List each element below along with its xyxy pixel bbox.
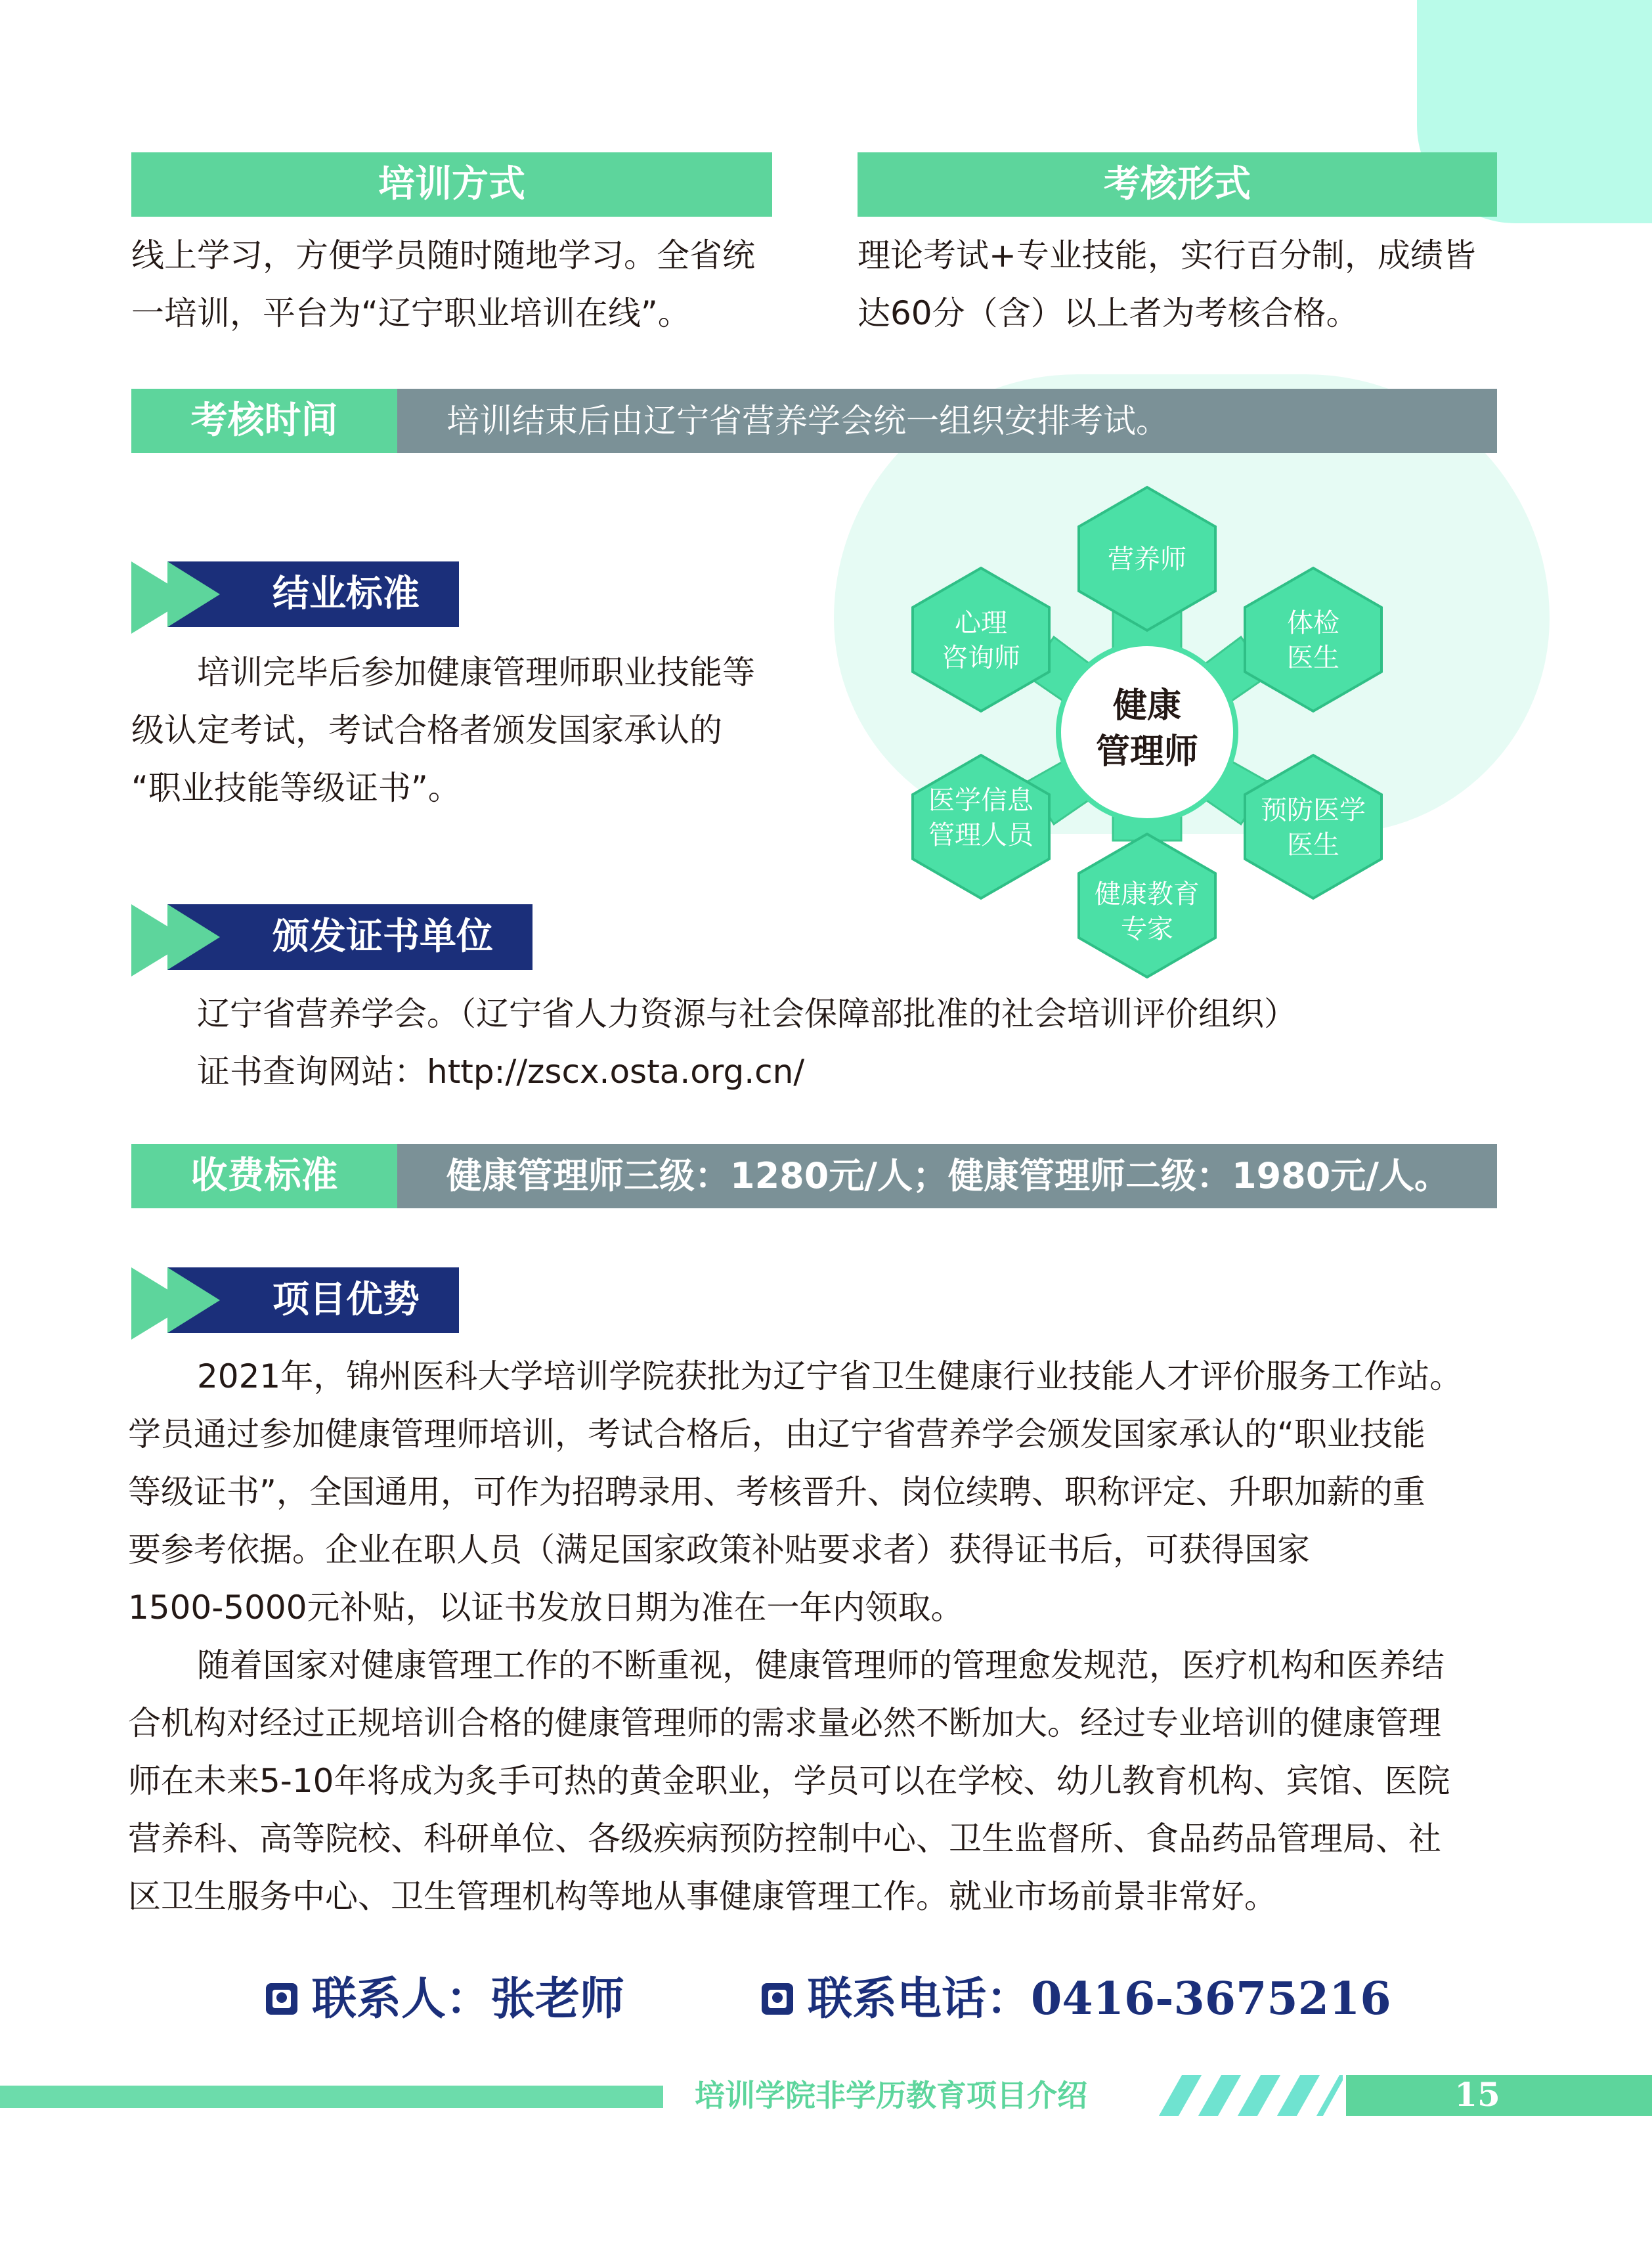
text-line: “职业技能等级证书”。 bbox=[131, 769, 461, 807]
hex-physical-exam-doctor bbox=[1245, 568, 1381, 711]
hex-label: 管理人员 bbox=[928, 820, 1033, 850]
advantages-text bbox=[128, 1348, 1500, 1925]
center-label-line2: 管理师 bbox=[1095, 732, 1199, 772]
issuer-heading bbox=[131, 904, 538, 970]
hex-label: 医学信息 bbox=[928, 785, 1033, 816]
footer-stripes bbox=[1146, 2075, 1343, 2116]
text-line: 随着国家对健康管理工作的不断重视，健康管理师的管理愈发规范，医疗机构和医养结 bbox=[197, 1646, 1445, 1684]
footer-bar bbox=[0, 2086, 663, 2108]
center-label-line1: 健康 bbox=[1112, 686, 1182, 726]
hex-label: 体检 bbox=[1287, 608, 1339, 638]
hex-label: 心理 bbox=[955, 608, 1007, 638]
assessment-form-heading: 考核形式 bbox=[858, 152, 1497, 217]
text-line: 师在未来5-10年将成为炙手可热的黄金职业，学员可以在学校、幼儿教育机构、宾馆、医院 bbox=[128, 1762, 1450, 1800]
footer-title: 培训学院非学历教育项目介绍 bbox=[695, 2078, 1087, 2113]
fees-text: 健康管理师三级：1280元/人；健康管理师二级：1980元/人。 bbox=[446, 1155, 1450, 1196]
completion-standard-text bbox=[131, 644, 827, 817]
exam-time-label: 考核时间 bbox=[131, 389, 397, 453]
contact-phone-text: 联系电话：0416-3675216 bbox=[808, 1973, 1391, 2025]
text-line: 理论考试+专业技能，实行百分制，成绩皆 bbox=[858, 236, 1476, 274]
text-line: 区卫生服务中心、卫生管理机构等地从事健康管理工作。就业市场前景非常好。 bbox=[128, 1877, 1277, 1916]
contact-person bbox=[266, 1963, 624, 2027]
text-line: 要参考依据。企业在职人员（满足国家政策补贴要求者）获得证书后，可获得国家 bbox=[128, 1531, 1310, 1569]
text-line: 达60分（含）以上者为考核合格。 bbox=[858, 294, 1359, 332]
hex-preventive-medicine-doctor bbox=[1245, 755, 1381, 898]
text-line: 等级证书”，全国通用，可作为招聘录用、考核晋升、岗位续聘、职称评定、升职加薪的重 bbox=[128, 1473, 1425, 1511]
person-icon bbox=[266, 1983, 297, 2015]
text-line: 辽宁省营养学会。（辽宁省人力资源与社会保障部批准的社会培训评价组织） bbox=[197, 995, 1297, 1033]
text-line: 级认定考试，考试合格者颁发国家承认的 bbox=[131, 711, 722, 749]
page-number: 15 bbox=[1454, 2075, 1500, 2114]
exam-time-text: 培训结束后由辽宁省营养学会统一组织安排考试。 bbox=[446, 402, 1169, 440]
text-line: 2021年，锦州医科大学培训学院获批为辽宁省卫生健康行业技能人才评价服务工作站。 bbox=[197, 1357, 1463, 1395]
hex-psychological-counselor bbox=[913, 568, 1049, 711]
heading-title: 项目优势 bbox=[167, 1267, 459, 1333]
heading-title: 颁发证书单位 bbox=[167, 904, 533, 970]
fees-bar bbox=[131, 1144, 1497, 1208]
text-line: 1500-5000元补贴，以证书发放日期为准在一年内领取。 bbox=[128, 1589, 964, 1627]
text-line: 一培训，平台为“辽宁职业培训在线”。 bbox=[131, 294, 691, 332]
career-diagram bbox=[900, 479, 1412, 978]
hex-label: 医生 bbox=[1287, 830, 1339, 860]
cert-query-url: 证书查询网站：http://zscx.osta.org.cn/ bbox=[197, 1053, 805, 1091]
hex-label: 咨询师 bbox=[942, 643, 1020, 673]
text-line: 线上学习，方便学员随时随地学习。全省统 bbox=[131, 236, 755, 274]
training-method-heading: 培训方式 bbox=[131, 152, 772, 217]
text-line: 合机构对经过正规培训合格的健康管理师的需求量必然不断加大。经过专业培训的健康管理 bbox=[128, 1704, 1441, 1742]
contact-person-text: 联系人：张老师 bbox=[312, 1973, 625, 2025]
fees-label: 收费标准 bbox=[131, 1144, 397, 1208]
phone-icon bbox=[762, 1983, 793, 2015]
hex-label: 营养师 bbox=[1108, 544, 1186, 575]
contact-phone bbox=[762, 1963, 1391, 2027]
text-line: 培训完毕后参加健康管理师职业技能等 bbox=[197, 653, 755, 691]
exam-time-bar bbox=[131, 389, 1497, 453]
text-line: 营养科、高等院校、科研单位、各级疾病预防控制中心、卫生监督所、食品药品管理局、社 bbox=[128, 1820, 1441, 1858]
advantages-heading bbox=[131, 1267, 473, 1333]
training-method-text bbox=[131, 227, 788, 342]
hex-label: 专家 bbox=[1121, 914, 1173, 944]
completion-standard-heading bbox=[131, 561, 473, 627]
hex-label: 医生 bbox=[1287, 643, 1339, 673]
text-line: 学员通过参加健康管理师培训，考试合格后，由辽宁省营养学会颁发国家承认的“职业技能 bbox=[128, 1415, 1425, 1453]
heading-title: 结业标准 bbox=[167, 561, 459, 627]
assessment-form-text bbox=[858, 227, 1514, 342]
issuer-text bbox=[197, 985, 1445, 1101]
hex-label: 预防医学 bbox=[1261, 795, 1366, 825]
hex-label: 健康教育 bbox=[1095, 879, 1200, 909]
